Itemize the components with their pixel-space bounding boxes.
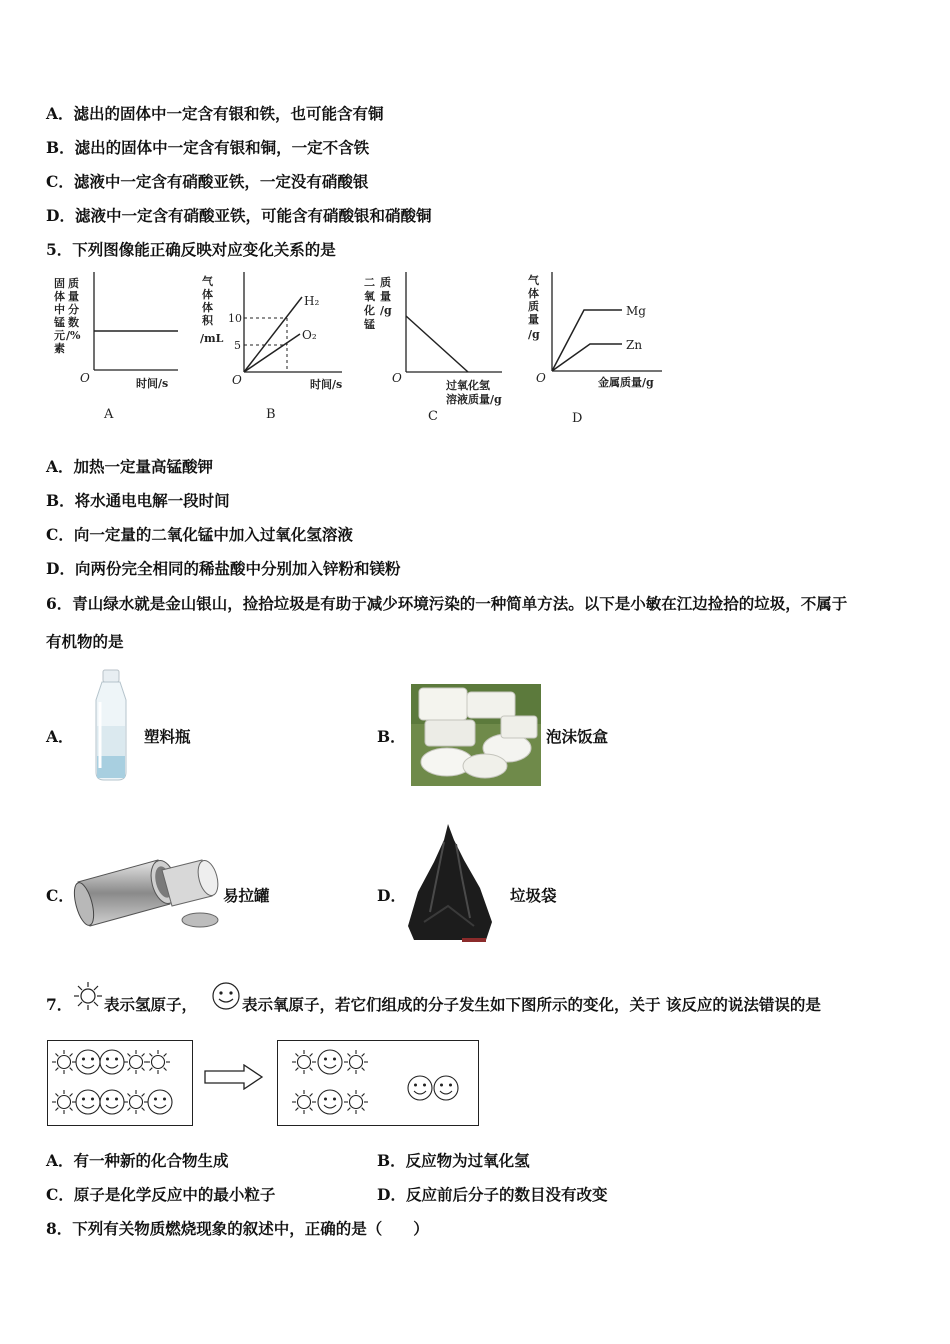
graph-a-ylabel2-5: /% [66,329,81,342]
q7-number: 7． [46,995,73,1014]
graph-c-xlabel-2: 溶液质量/g [446,393,502,406]
graph-a-ylabel-3: 中 [54,303,65,316]
graph-a-ylabel-6: 素 [54,342,65,355]
graph-b-ylabel-2: 体 [202,288,213,301]
graph-a-ylabel-5: 元 [54,329,65,342]
graph-d-label-mg: Mg [626,304,646,318]
graph-d-ylabel-1: 气 [528,274,539,287]
product-molecules [280,1044,476,1122]
graph-a-ylabel-4: 锰 [54,316,65,329]
graph-c-xlabel-1: 过氧化氢 [446,379,490,392]
graph-d-xlabel: 金属质量/g [598,376,654,389]
graph-c-ylabel2-3: /g [380,304,392,317]
q6-option-a-label: A． [46,727,74,746]
graph-b-ylabel-1: 气 [202,275,213,288]
q4-option-b: B．滤出的固体中一定含有银和铜，一定不含铁 [46,138,370,157]
q7-stem-part-2: 表示氧原子，若它们组成的分子发生如下图所示的变化，关于 该反应的说法错误的是 [242,995,821,1014]
garbage-bag-image [404,822,494,946]
q6-option-a-text: 塑料瓶 [144,727,191,746]
graph-b-ylabel-3: 体 [202,301,213,314]
q6-option-b-text: 泡沫饭盒 [546,727,609,746]
q7-option-d: D．反应前后分子的数目没有改变 [377,1185,608,1204]
graph-b-label-h2: H₂ [304,294,320,308]
graph-a-ylabel-1: 固 [54,277,65,290]
q7-option-a: A．有一种新的化合物生成 [46,1151,229,1170]
q4-option-a: A．滤出的固体中一定含有银和铁，也可能含有铜 [46,104,384,123]
graph-b-ylabel-4: 积 [202,314,213,327]
graph-a-xlabel: 时间/s [136,377,169,390]
graph-b-line-o2 [244,334,300,372]
graph-c-origin: O [392,371,402,385]
q5-option-d: D．向两份完全相同的稀盐酸中分别加入锌粉和镁粉 [46,559,401,578]
q7-option-c: C．原子是化学反应中的最小粒子 [46,1185,276,1204]
graph-b-xlabel: 时间/s [310,378,343,391]
graph-a-origin: O [80,371,90,385]
q5-option-a: A．加热一定量高锰酸钾 [46,457,214,476]
q4-option-d: D．滤液中一定含有硝酸亚铁，可能含有硝酸银和硝酸铜 [46,206,432,225]
graph-a-ylabel2-2: 量 [68,290,79,303]
graph-c-ylabel-4: 锰 [364,318,375,331]
graph-c-ylabel-3: 化 [364,304,375,317]
q6-option-d-label: D． [377,886,406,905]
graph-d-ylabel-5: /g [528,328,540,341]
q4-option-c: C．滤液中一定含有硝酸亚铁，一定没有硝酸银 [46,172,369,191]
foam-box-image [411,684,541,786]
graph-d-ylabel-2: 体 [528,287,539,300]
graph-c-ylabel2-2: 量 [380,290,391,303]
graph-d-line-zn [552,344,622,371]
q6-stem-line-2: 有机物的是 [46,632,124,651]
graph-a-ylabel-2: 体 [54,290,65,303]
graph-b-ylabel-5: /mL [200,332,224,345]
q7-stem-part-1: 表示氢原子， [104,995,198,1014]
oxygen-atom-icon [210,980,242,1012]
graph-b-tick-5: 5 [234,339,241,352]
graph-a [50,272,190,422]
graph-d-caption: D [572,411,583,422]
q6-option-b-label: B． [377,727,406,746]
graph-d-ylabel-3: 质 [528,300,539,313]
graph-d-ylabel-4: 量 [528,313,539,326]
graph-a-ylabel2-3: 分 [68,303,79,316]
reactant-molecules [50,1044,190,1122]
reaction-arrow [204,1064,264,1090]
q8-stem: 8．下列有关物质燃烧现象的叙述中，正确的是（ ） [46,1219,429,1238]
hydrogen-atom-icon [72,980,104,1012]
graph-c-line [406,316,468,372]
q6-option-d-text: 垃圾袋 [510,886,557,905]
q6-option-c-text: 易拉罐 [223,886,270,905]
q5-option-b: B．将水通电电解一段时间 [46,491,230,510]
graph-a-ylabel2-4: 数 [68,316,79,329]
graph-c-ylabel-2: 氧 [364,290,375,303]
graph-d-origin: O [536,371,546,385]
graph-a-caption: A [104,407,114,422]
graph-c [362,272,522,422]
graph-d [522,272,682,422]
graph-b-caption: B [266,407,276,422]
graph-b-line-h2 [244,297,302,372]
plastic-bottle-image [82,668,140,782]
graph-d-line-mg [552,310,622,371]
q5-option-c: C．向一定量的二氧化锰中加入过氧化氢溶液 [46,525,353,544]
graph-b-origin: O [232,373,242,387]
graph-c-ylabel-1: 二 [364,276,375,289]
graph-c-ylabel2-1: 质 [380,276,391,289]
graph-b [200,272,360,422]
q7-option-b: B．反应物为过氧化氢 [377,1151,530,1170]
q6-option-c-label: C． [46,886,74,905]
graph-a-ylabel2-1: 质 [68,277,79,290]
graph-d-label-zn: Zn [626,338,643,352]
graph-b-tick-10: 10 [228,312,242,325]
graph-b-label-o2: O₂ [302,328,317,342]
q5-stem: 5．下列图像能正确反映对应变化关系的是 [46,240,336,259]
cans-image [72,852,220,934]
q6-stem-line-1: 6．青山绿水就是金山银山，捡拾垃圾是有助于减少环境污染的一种简单方法。以下是小敏在江边捡拾的垃圾，不属于 [46,594,848,613]
graph-c-caption: C [428,409,438,422]
